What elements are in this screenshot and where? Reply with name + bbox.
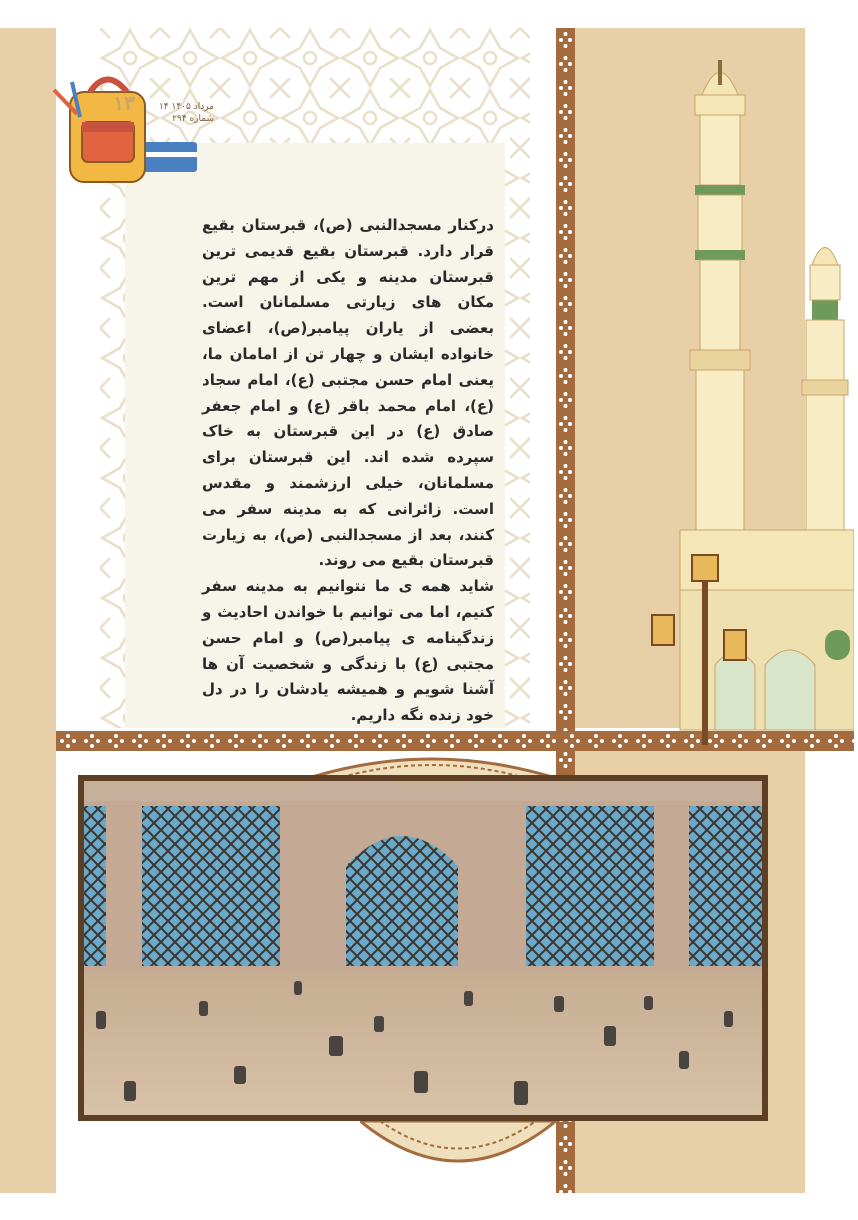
mosque-illustration [640, 55, 854, 745]
left-tan-strip [0, 28, 56, 1193]
paragraph-1: درکنار مسجدالنبی (ص)، قبرستان بقیع قرار دارد. قبرستان بقیع قدیمی ترین قبرستان مدینه و یکی از مهم ترین مکان های زیارتی مسلمانان است. بعضی از یاران پیامبر(ص)، اعضای خانواده ایشان و چهار تن از امامان ما، یعنی امام حسن مجتبی (ع)، امام سجاد (ع)، امام محمد باقر (ع) و امام جعفر صادق (ع) در این قبرستان به خاک سپرده شده اند. این قبرستان برای مسلمانان، خیلی ارزشمند و مقدس است. زائرانی که به مدینه سفر می کنند، بعد از مسجدالنبی (ص)، به زیارت قبرستان بقیع می روند. [202, 216, 494, 570]
paragraph-2: شاید همه ی ما نتوانیم به مدینه سفر کنیم، اما می توانیم با خواندن احادیث و زندگینامه ی پیامبر(ص) و امام حسن مجتبی (ع) با زندگی و شخصیت آن ها آشنا شویم و همیشه یادشان را در دل خود زنده نگه داریم. [202, 577, 494, 725]
baqi-cemetery-photo [84, 781, 762, 1115]
issue-number: شماره ۲۹۴ [172, 114, 214, 124]
article-body [202, 213, 494, 729]
rosette-ornament-top [312, 751, 552, 777]
issue-date: ۱۴ مرداد ۱۴۰۵ [158, 102, 214, 112]
page-number: ۱۳ [113, 91, 135, 115]
rosette-ornament-bottom [360, 1121, 556, 1187]
